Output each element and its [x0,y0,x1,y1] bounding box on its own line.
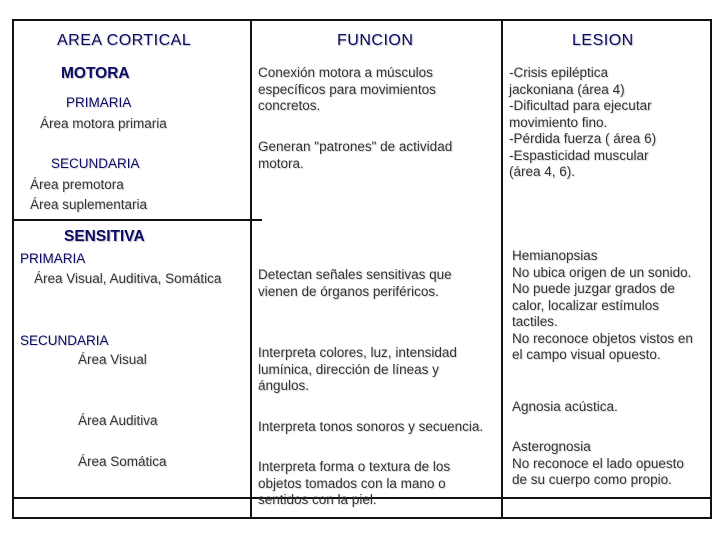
sensitiva-lesion-auditiva: Agnosia acústica. [512,399,618,414]
sensitiva-auditiva-area: Área Auditiva [78,413,158,428]
header-funcion: FUNCION [337,32,414,49]
header-area-cortical: AREA CORTICAL [57,32,192,49]
motora-funcion-1: Conexión motora a músculos específicos para movimientos concretos. [258,65,436,113]
sensitiva-lesion-primaria: Hemianopsias No ubica origen de un sonido. No puede juzgar grados de calor, localizar estímulos tactiles. No reconoce objetos vistos en el campo visual opuesto. [512,248,693,362]
motora-lesion: -Crisis epiléptica jackoniana (área 4) -Dificultad para ejecutar movimiento fino. -Pérdida fuerza ( área 6) -Espasticidad muscular (área 4, 6). [509,65,657,179]
motora-title: MOTORA [61,65,130,82]
sensitiva-funcion-primaria: Detectan señales sensitivas que vienen de órganos periféricos. [258,267,452,299]
column-divider-1 [250,21,252,517]
sensitiva-title: SENSITIVA [64,228,145,245]
motora-primaria-area: Área motora primaria [40,116,167,131]
motora-funcion-2: Generan "patrones" de actividad motora. [258,139,453,171]
sensitiva-lesion-somatica: Asterognosia No reconoce el lado opuesto de su cuerpo como propio. [512,439,684,487]
header-lesion: LESION [572,32,634,49]
sensitiva-primaria-area: Área Visual, Auditiva, Somática [34,271,222,286]
sensitiva-funcion-auditiva: Interpreta tonos sonoros y secuencia. [258,419,484,434]
sensitiva-somatica-area: Área Somática [78,454,167,469]
sensitiva-visual-area: Área Visual [78,352,147,367]
sensitiva-funcion-somatica: Interpreta forma o textura de los objetos tomados con la mano o sentidos con la piel. [258,459,451,507]
row-divider [14,219,262,221]
motora-secundaria-label: SECUNDARIA [51,156,140,171]
sensitiva-primaria-label: PRIMARIA [20,251,86,266]
sensitiva-funcion-visual: Interpreta colores, luz, intensidad lumínica, dirección de líneas y ángulos. [258,345,457,393]
motora-primaria-label: PRIMARIA [66,95,132,110]
motora-premotora-area: Área premotora [30,177,124,192]
motora-suplementaria-area: Área suplementaria [30,197,148,212]
column-divider-2 [501,21,503,517]
sensitiva-secundaria-label: SECUNDARIA [20,333,109,348]
